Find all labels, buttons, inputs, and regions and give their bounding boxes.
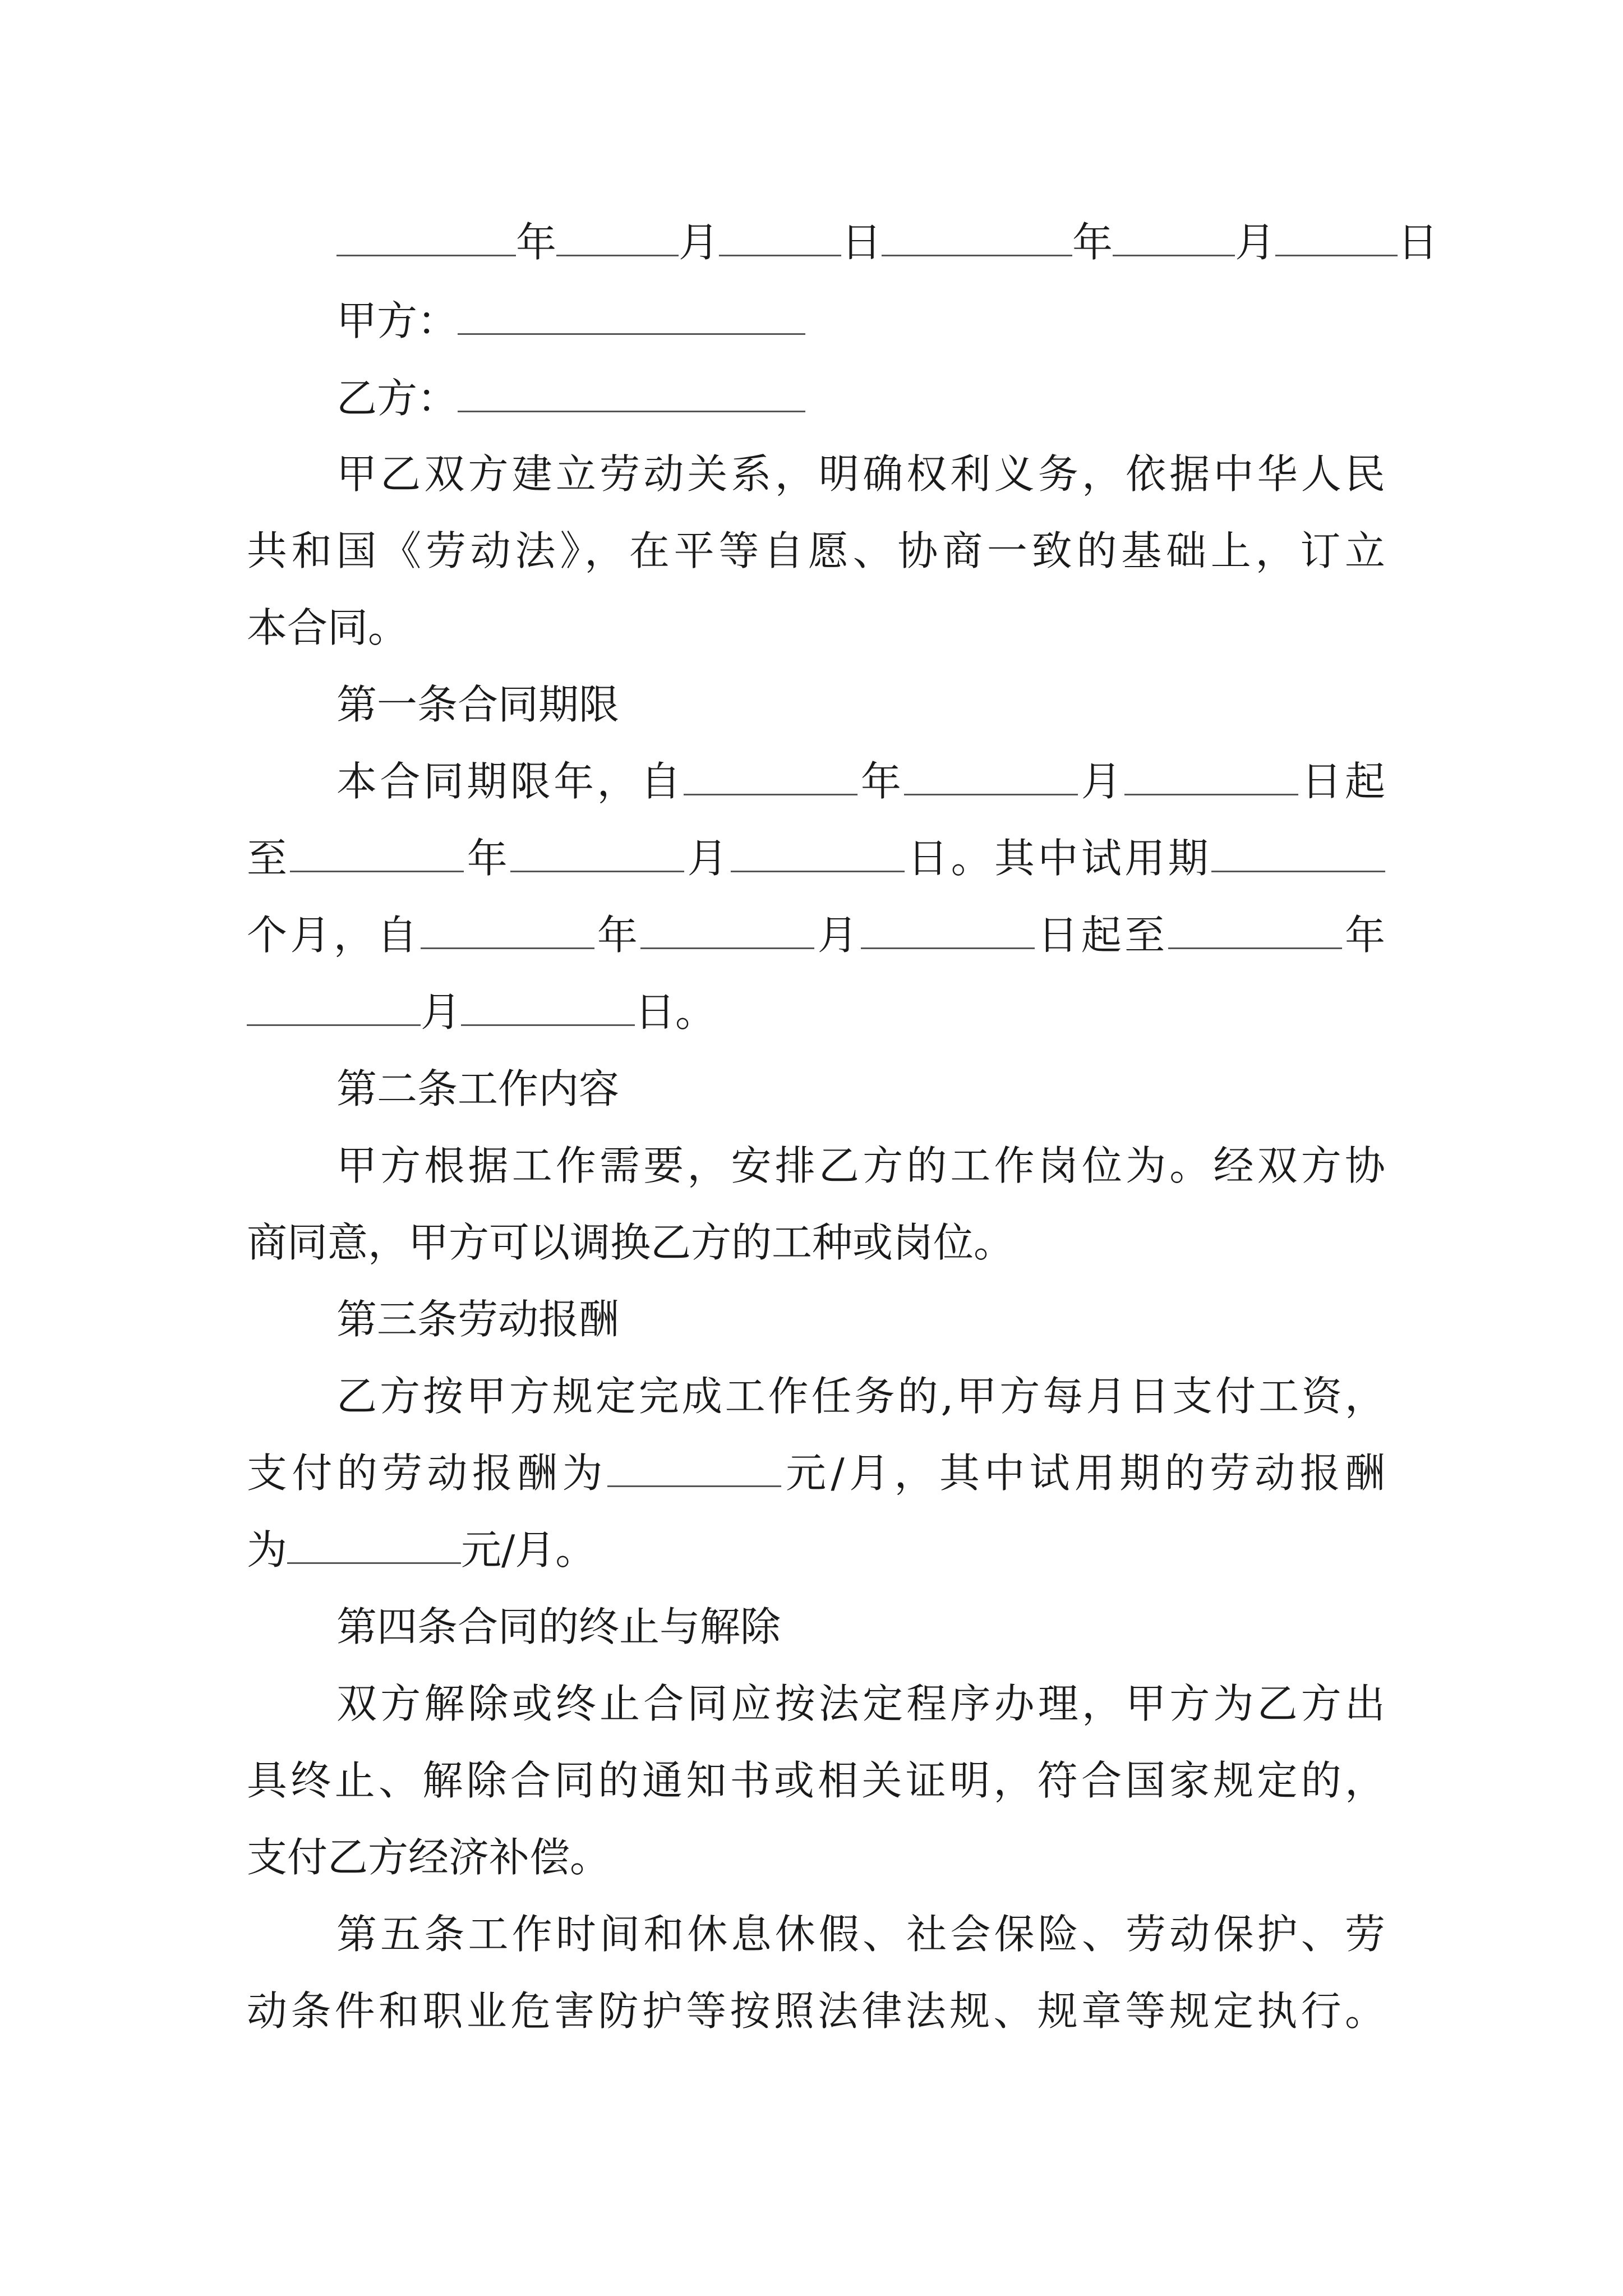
blank-field[interactable]	[290, 858, 464, 872]
text-segment: 为	[247, 1526, 288, 1573]
text-segment: 日起	[1298, 758, 1385, 805]
preamble-line: 甲乙双方建立劳动关系，明确权利义务，依据中华人民	[336, 450, 1385, 498]
blank-field[interactable]	[247, 1012, 421, 1026]
preamble-line: 本合同。	[247, 604, 409, 651]
text-segment: 个月，自	[247, 912, 421, 959]
blank-field[interactable]	[1168, 935, 1342, 949]
blank-field[interactable]	[607, 1473, 781, 1487]
blank-field[interactable]	[1211, 858, 1385, 872]
date-day-label: 日	[1398, 219, 1438, 266]
text-segment: 年	[594, 912, 641, 959]
text-segment: 月	[684, 835, 731, 882]
blank-field[interactable]	[510, 858, 684, 872]
blank-field[interactable]	[1275, 242, 1398, 256]
article3-line	[247, 1445, 1385, 1501]
text-segment: 本合同期限年，自	[336, 758, 684, 805]
date-month-label: 月	[679, 219, 720, 266]
article3-line: 乙方按甲方规定完成工作任务的,甲方每月日支付工资，	[336, 1373, 1385, 1420]
blank-field[interactable]	[640, 935, 814, 949]
text-segment: 元/月，其中试用期的劳动报酬	[781, 1450, 1385, 1497]
blank-field[interactable]	[861, 935, 1035, 949]
article2-line: 甲方根据工作需要，安排乙方的工作岗位为。经双方协	[336, 1142, 1385, 1189]
article1-line	[247, 984, 1385, 1040]
blank-field[interactable]	[1124, 781, 1298, 795]
text-segment: 元/月。	[461, 1526, 596, 1573]
text-segment: 月	[814, 912, 861, 959]
blank-field[interactable]	[904, 781, 1078, 795]
article5-line: 动条件和职业危害防护等按照法律法规、规章等规定执行。	[247, 1987, 1385, 2035]
article4-line: 支付乙方经济补偿。	[247, 1834, 611, 1881]
text-segment: 支付的劳动报酬为	[247, 1450, 607, 1497]
blank-field[interactable]	[731, 858, 905, 872]
preamble-line: 共和国《劳动法》，在平等自愿、协商一致的基础上，订立	[247, 527, 1385, 574]
date-month-label: 月	[1235, 219, 1276, 266]
date-year-label: 年	[1072, 219, 1113, 266]
party-b-label: 乙方：	[336, 375, 458, 422]
article4-line: 双方解除或终止合同应按法定程序办理，甲方为乙方出	[336, 1680, 1385, 1727]
article3-line	[247, 1522, 1385, 1578]
text-segment: 日起至	[1035, 912, 1168, 959]
party-a-line	[336, 293, 1385, 349]
article1-line	[247, 830, 1385, 886]
blank-field[interactable]	[556, 242, 679, 256]
article1-title: 第一条合同期限	[336, 681, 620, 728]
article4-title: 第四条合同的终止与解除	[336, 1603, 781, 1650]
text-segment: 日。	[635, 988, 716, 1036]
party-a-blank[interactable]	[458, 321, 805, 335]
article4-line: 具终止、解除合同的通知书或相关证明，符合国家规定的，	[247, 1757, 1385, 1804]
date-day-label: 日	[841, 219, 882, 266]
blank-field[interactable]	[1113, 242, 1235, 256]
party-a-label: 甲方：	[336, 297, 458, 344]
text-segment: 年	[1341, 912, 1385, 959]
article2-title: 第二条工作内容	[336, 1065, 620, 1112]
blank-field[interactable]	[336, 242, 516, 256]
article2-line: 商同意，甲方可以调换乙方的工种或岗位。	[247, 1219, 1015, 1266]
blank-field[interactable]	[421, 935, 594, 949]
text-segment: 至	[247, 835, 291, 882]
article5-line: 第五条工作时间和休息休假、社会保险、劳动保护、劳	[336, 1911, 1385, 1958]
text-segment: 月	[1078, 758, 1125, 805]
blank-field[interactable]	[882, 242, 1072, 256]
party-b-line	[336, 370, 1385, 426]
blank-field[interactable]	[287, 1550, 461, 1564]
blank-field[interactable]	[684, 781, 857, 795]
text-segment: 年	[464, 835, 511, 882]
party-b-blank[interactable]	[458, 398, 805, 412]
text-segment: 年	[857, 758, 905, 805]
article1-line	[336, 753, 1385, 809]
article3-title: 第三条劳动报酬	[336, 1296, 620, 1343]
date-year-label: 年	[516, 219, 557, 266]
blank-field[interactable]	[719, 242, 841, 256]
date-line	[336, 214, 1438, 270]
article1-line	[247, 907, 1385, 963]
blank-field[interactable]	[461, 1012, 635, 1026]
text-segment: 月	[421, 988, 462, 1036]
text-segment: 日。其中试用期	[904, 835, 1211, 882]
